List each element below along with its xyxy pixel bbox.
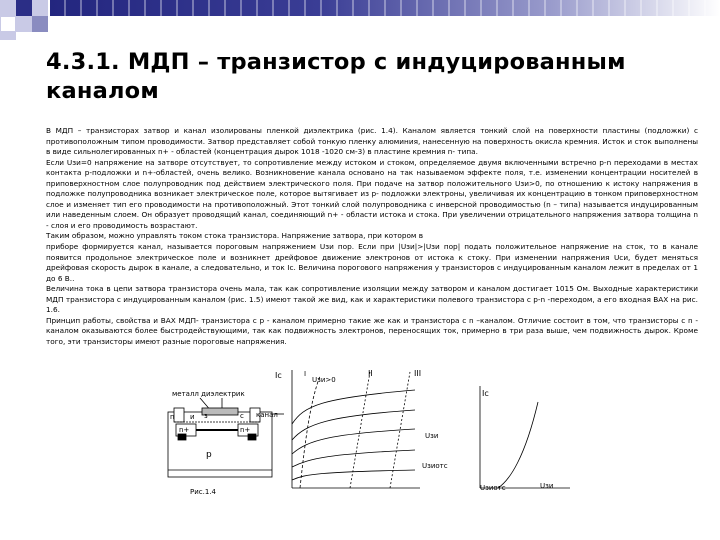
output-uzi-curve-label: Uзи	[425, 432, 439, 440]
paragraph: приборе формируется канал, называется пороговым напряжением Uзи пор. Если при |Uзи|>|Uзи пор| подать положительное напряжение на сток, то в канале появится продольное электрическое поле и возникнет дрейфовое движение электронов от истока к стоку. При изменении напряжения Uси, будет меняться дрейфовая скорость дырок в канале, а следовательно, и ток Iс. Величина порогового напряжения у транзисторов с индуцированным каналом лежит в пределах от 1 до 6 В..	[46, 242, 698, 283]
paragraph: Таким образом, можно управлять током стока транзистора. Напряжение затвора, при котором в	[46, 231, 424, 241]
input-uziotc-label: Uзиотс	[480, 484, 506, 492]
label-n-plus-left: n+	[179, 426, 190, 434]
output-region-III: III	[414, 369, 422, 378]
paragraph: В МДП – транзисторах затвор и канал изолированы пленкой диэлектрика (рис. 1.4). Каналом является тонкий слой на поверхности пластины (подложки) с противоположным типом проводимости. Затвор представляет собой тонкую пленку алюминия, нанесенную на поверхность окисла кремния. Исток и сток выполнены в виде сильнолегированных n+ - областей (концентрация дырок 1018 -1020 см-3) в пластине кремния n- типа.	[46, 126, 698, 157]
label-gate: з	[204, 412, 208, 420]
slide-body	[46, 126, 698, 347]
paragraph: Величина тока в цепи затвора транзистора очень мала, так как сопротивление изоляции между затвором и каналом достигает 1015 Ом. Выходные характеристики МДП транзистора с индуцированным каналом (рис. 1.5) имеют такой же вид, как и характеристики полевого транзистора с p-n -переходом, а его входная ВАХ на рис. 1.6.	[46, 284, 698, 315]
output-y-label: Iс	[275, 371, 282, 380]
label-source: и	[190, 413, 195, 421]
input-x-label: Uзи	[540, 482, 554, 490]
label-n-plus-right: n+	[240, 426, 251, 434]
input-y-label: Iс	[482, 389, 489, 398]
header-decoration	[0, 0, 720, 40]
transistor-figures	[160, 362, 580, 502]
figure-caption: Рис.1.4	[190, 488, 216, 496]
label-drain: с	[240, 412, 244, 420]
structure-label: металл диэлектрик	[172, 390, 245, 398]
label-channel: канал	[256, 411, 278, 419]
label-p-substrate: p	[206, 450, 212, 460]
output-region-II: II	[368, 369, 373, 378]
output-characteristics-plot	[292, 370, 420, 488]
output-region-I: I	[304, 370, 307, 378]
input-characteristic-plot	[480, 386, 570, 488]
label-n-left: n	[170, 413, 175, 421]
paragraph: Если Uзи=0 напряжение на затворе отсутствует, то сопротивление между истоком и стоком, определяемое двумя включенными встречно p-n переходами в местах контакта p-подложки и n+-областей, очень велико. Возникновение канала основано на так называемом эффекте поля, т.е. изменении концентрации носителей в приповерхностном слое полупроводник под действием электрического поля. При подаче на затвор положительного Uзи>0, по отношению к истоку напряжения в подложке полупроводника возникает электрическое поле, которое вытягивает из p- подложки электроны, увеличивая их концентрацию в тонком приповерхностном слое и изменяет тип его проводимости на противоположный. Этот тонкий слой полупроводника с инверсной проводимостью (n – типа) называется индуцированным или наведенным слоем. Он образует проводящий канал, соединяющий n+ - области истока и стока. При увеличении отрицательного напряжения затвора толщина n - слоя и его проводимость возрастают.	[46, 157, 698, 230]
paragraph: Принцип работы, свойства и ВАХ МДП- транзистора с р - каналом примерно такие же как и транзистора с n –каналом. Отличие состоит в том, что транзисторы с n - каналом оказываются более быстродействующими, так как подвижность электронов, переносящих ток, примерно в три раза выше, чем подвижность дырок. Кроме того, эти транзисторы имеют разные пороговые напряжения.	[46, 315, 698, 346]
output-uzi-label: Uзи>0	[312, 376, 336, 384]
output-uziotc-label: Uзиотс	[422, 462, 448, 470]
slide-title: 4.3.1. МДП – транзистор с индуцированным каналом	[46, 49, 626, 104]
